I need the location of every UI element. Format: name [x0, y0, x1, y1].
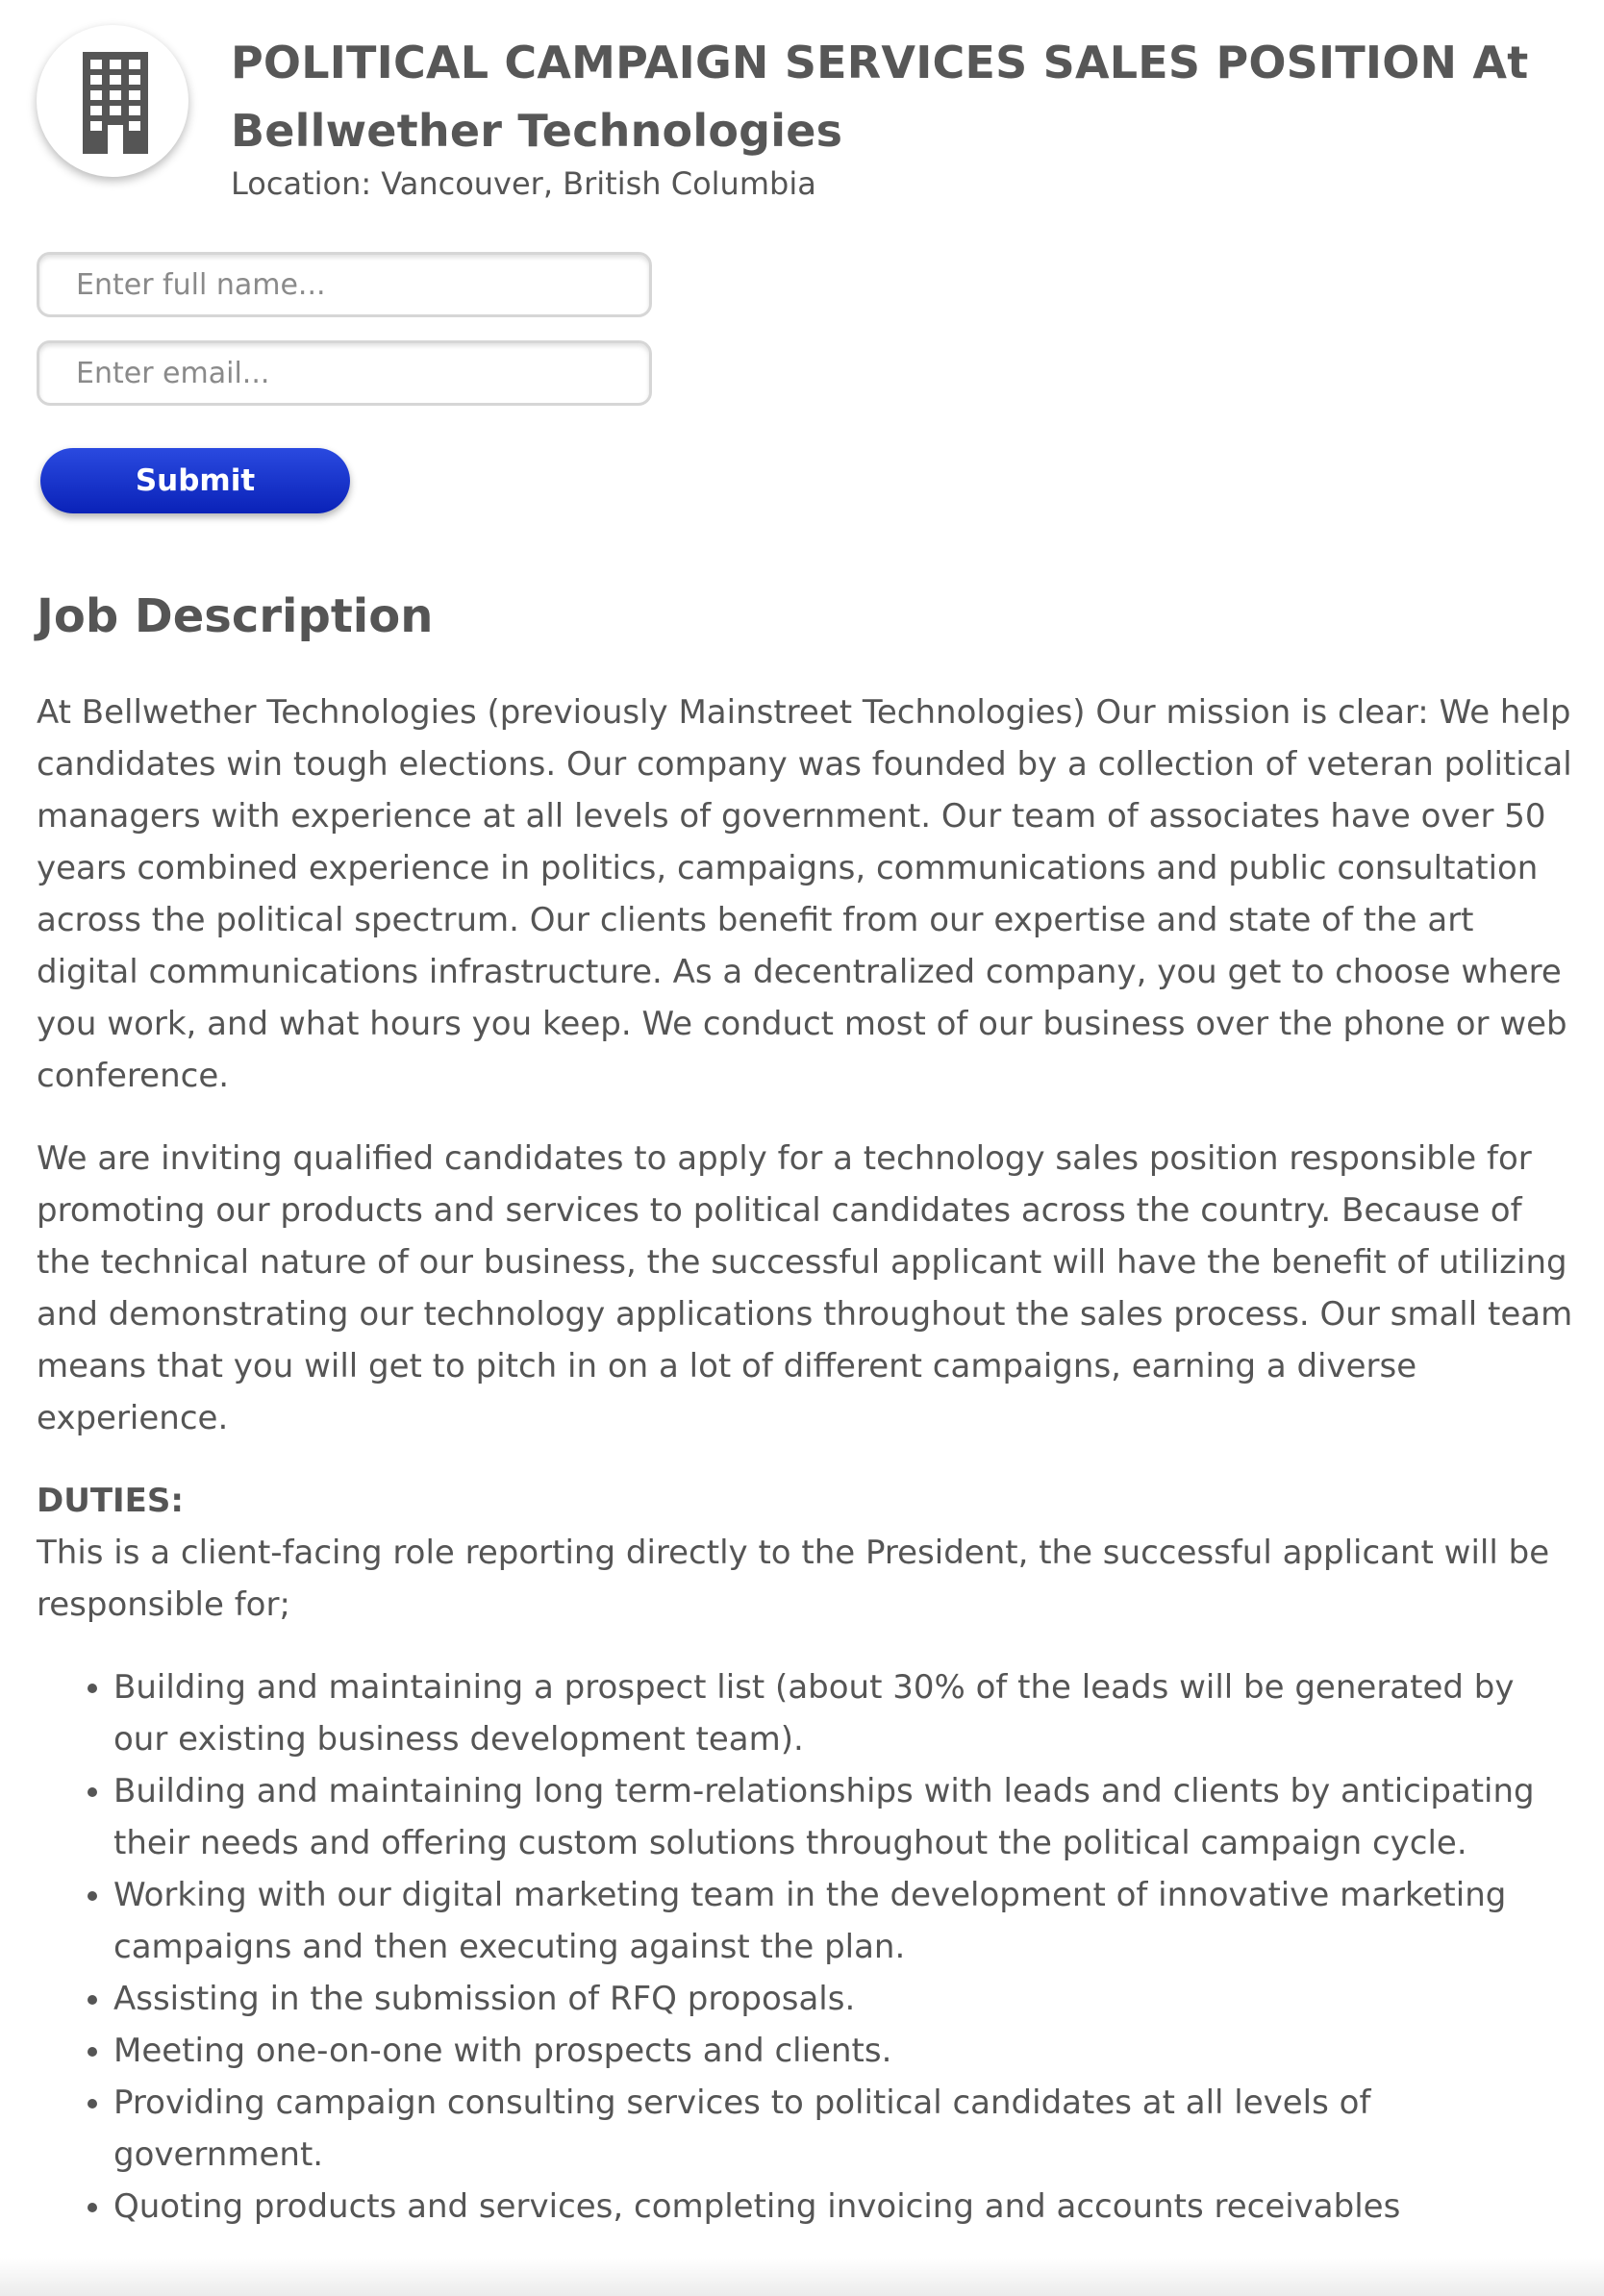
submit-button[interactable]: Submit [40, 448, 350, 513]
section-heading: Job Description [37, 589, 434, 643]
full-name-input[interactable] [37, 252, 652, 317]
list-item: • Quoting products and services, completing invoicing and accounts receivables [113, 2181, 1575, 2233]
duties-list [37, 1661, 1575, 2233]
list-item: • Working with our digital marketing team in the development of innovative marketing campaigns and then executing against the plan. [113, 1869, 1575, 1973]
list-item: • Building and maintaining a prospect list (about 30% of the leads will be generated by our existing business development team). [113, 1661, 1575, 1765]
duties-intro: This is a client-facing role reporting directly to the President, the successful applicant will be responsible for; [37, 1534, 1550, 1624]
description-paragraph: We are inviting qualified candidates to apply for a technology sales position responsible for promoting our products and services to political candidates across the country. Because of the technical nature of our business, the successful applicant will have the benefit of utilizing and demonstrating our technology applications throughout the sales process. Our small team means that you will get to pitch in on a lot of different campaigns, earning a diverse experience. [37, 1139, 1573, 1437]
description-paragraph: At Bellwether Technologies (previously Mainstreet Technologies) Our mission is clear: We help candidates win tough elections. Our company was founded by a collection of veteran political managers with experience at all levels of government. Our team of associates have over 50 years combined experience in politics, campaigns, communications and public consultation across the political spectrum. Our clients benefit from our expertise and state of the art digital communications infrastructure. As a decentralized company, you get to choose where you work, and what hours you keep. We conduct most of our business over the phone or web conference. [37, 693, 1572, 1095]
company-logo [37, 25, 188, 177]
job-location: Location: Vancouver, British Columbia [231, 165, 816, 202]
job-title: POLITICAL CAMPAIGN SERVICES SALES POSITION At Bellwether Technologies [231, 37, 1529, 157]
list-item: • Meeting one-on-one with prospects and clients. [113, 2025, 1575, 2077]
email-input[interactable] [37, 340, 652, 406]
scroll-fade [0, 2258, 1604, 2296]
job-description [37, 583, 1575, 2233]
building-icon [83, 52, 148, 154]
duties-label: DUTIES: [37, 1482, 184, 1520]
list-item: • Assisting in the submission of RFQ proposals. [113, 1973, 1575, 2025]
duties-block [37, 1475, 1575, 1631]
list-item: • Providing campaign consulting services to political candidates at all levels of government. [113, 2077, 1575, 2181]
list-item: • Building and maintaining long term-relationships with leads and clients by anticipating their needs and offering custom solutions throughout the political campaign cycle. [113, 1765, 1575, 1869]
